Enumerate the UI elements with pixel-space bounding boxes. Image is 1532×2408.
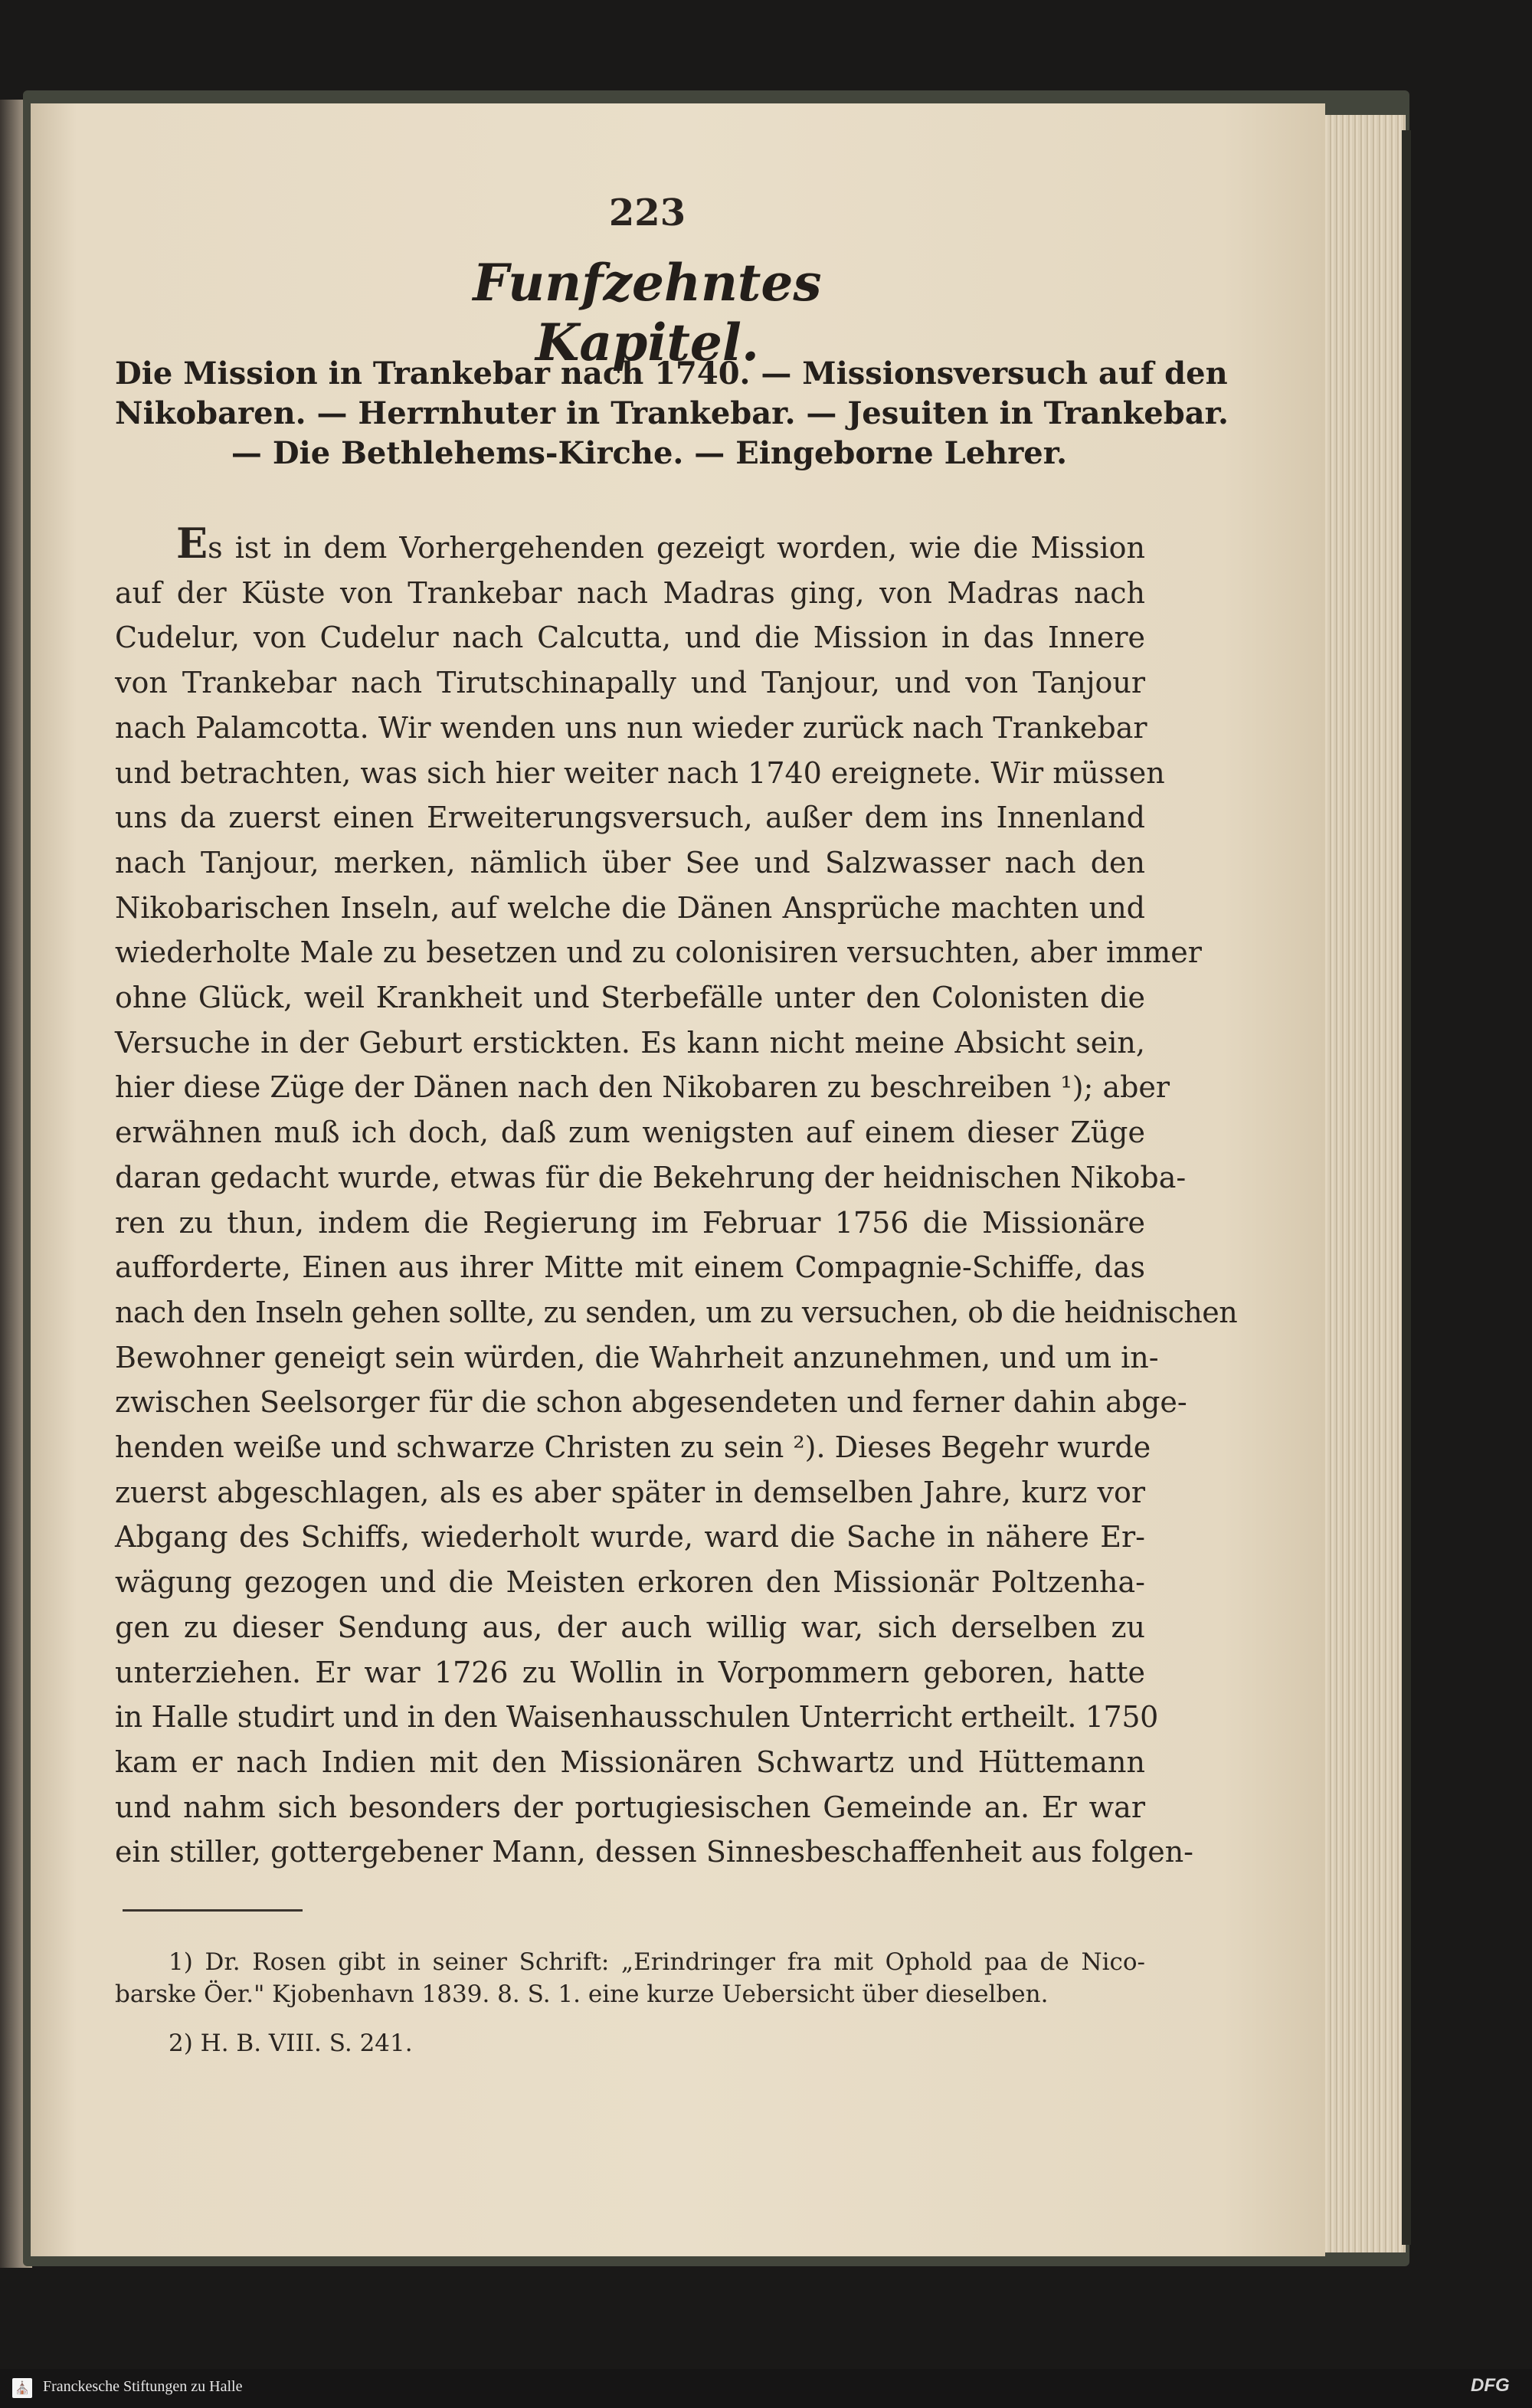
body-line: Nikobarischen Inseln, auf welche die Dänen Ansprüche machten und — [115, 890, 1145, 925]
body-line: von Trankebar nach Tirutschinapally und Tanjour, und von Tanjour — [115, 666, 1145, 700]
chapter-summary — [115, 354, 1229, 473]
initial-letter: E — [176, 519, 208, 568]
footnotes — [115, 1946, 1145, 2059]
page-block-edge — [1321, 115, 1406, 2252]
body-line — [115, 521, 1145, 571]
cover-edge — [1402, 130, 1411, 2245]
body-line: uns da zuerst einen Erweiterungsversuch, außer dem ins Innenland — [115, 801, 1145, 835]
body-line: gen zu dieser Sendung aus, der auch willig war, sich derselben zu — [115, 1610, 1145, 1644]
body-line: auf der Küste von Trankebar nach Madras ging, von Madras nach — [115, 575, 1145, 610]
body-line: Versuche in der Geburt erstickten. Es kann nicht meine Absicht sein, — [115, 1025, 1145, 1060]
footnote-line: 1) Dr. Rosen gibt in seiner Schrift: „Erindringer fra mit Ophold paa de Nico- — [169, 1948, 1145, 1976]
body-line: daran gedacht wurde, etwas für die Bekehrung der heidnischen Nikoba- — [115, 1160, 1187, 1194]
body-line: und nahm sich besonders der portugiesischen Gemeinde an. Er war — [115, 1790, 1145, 1824]
body-line: Bewohner geneigt sein würden, die Wahrheit anzunehmen, und um in- — [115, 1340, 1159, 1374]
body-line: nach Palamcotta. Wir wenden uns nun wieder zurück nach Trankebar — [115, 710, 1147, 745]
body-text — [115, 519, 1238, 1875]
body-line: Cudelur, von Cudelur nach Calcutta, und die Mission in das Innere — [115, 621, 1145, 655]
dfg-logo: DFG — [1471, 2375, 1510, 2396]
body-line: ein stiller, gottergebener Mann, dessen Sinnesbeschaffenheit aus folgen- — [115, 1835, 1194, 1869]
body-line: unterziehen. Er war 1726 zu Wollin in Vorpommern geboren, hatte — [115, 1655, 1145, 1689]
footnote-line: 2) H. B. VIII. S. 241. — [169, 2030, 413, 2057]
institution-name: Franckesche Stiftungen zu Halle — [43, 2378, 243, 2395]
body-line: in Halle studirt und in den Waisenhausschulen Unterricht ertheilt. 1750 — [115, 1700, 1158, 1735]
body-line: wiederholte Male zu besetzen und zu colonisiren versuchten, aber immer — [115, 935, 1202, 970]
footnote-line: barske Öer." Kjobenhavn 1839. 8. S. 1. eine kurze Uebersicht über dieselben. — [115, 1980, 1049, 2008]
summary-line: — Die Bethlehems-Kirche. — Eingeborne Lehrer. — [231, 435, 1068, 471]
body-line: hier diese Züge der Dänen nach den Nikobaren zu beschreiben ¹); aber — [115, 1070, 1170, 1105]
body-line: und betrachten, was sich hier weiter nach 1740 ereignete. Wir müssen — [115, 755, 1165, 790]
body-line: nach Tanjour, merken, nämlich über See und Salzwasser nach den — [115, 845, 1145, 880]
body-line: zwischen Seelsorger für die schon abgesendeten und ferner dahin abge- — [115, 1385, 1187, 1420]
body-line: kam er nach Indien mit den Missionären Schwartz und Hüttemann — [115, 1745, 1145, 1779]
summary-line: Nikobaren. — Herrnhuter in Trankebar. — Jesuiten in Trankebar. — [115, 395, 1229, 431]
body-line: zuerst abgeschlagen, als es aber später in demselben Jahre, kurz vor — [115, 1475, 1145, 1509]
body-line: ohne Glück, weil Krankheit und Sterbefälle unter den Colonisten die — [115, 981, 1145, 1015]
body-line: aufforderte, Einen aus ihrer Mitte mit einem Compagnie-Schiffe, das — [115, 1250, 1145, 1285]
body-line: erwähnen muß ich doch, daß zum wenigsten auf einem dieser Züge — [115, 1116, 1145, 1150]
chapter-title: Funfzehntes Kapitel. — [473, 253, 822, 372]
body-line: henden weiße und schwarze Christen zu sein ²). Dieses Begehr wurde — [115, 1430, 1151, 1465]
summary-line: Die Mission in Trankebar nach 1740. — Missionsversuch auf den — [115, 355, 1228, 392]
body-line-text: s ist in dem Vorhergehenden gezeigt worden, wie die Mission — [208, 531, 1145, 565]
page-number: 223 — [608, 192, 686, 234]
body-line: nach den Inseln gehen sollte, zu senden, um zu versuchen, ob die heidnischen — [115, 1295, 1238, 1329]
footnote-divider — [123, 1909, 303, 1912]
body-line: Abgang des Schiffs, wiederholt wurde, ward die Sache in nähere Er- — [115, 1520, 1145, 1555]
institution-logo-icon: ⛪ — [12, 2378, 32, 2398]
body-line: wägung gezogen und die Meisten erkoren den Missionär Poltzenha- — [115, 1565, 1145, 1600]
body-line: ren zu thun, indem die Regierung im Februar 1756 die Missionäre — [115, 1205, 1145, 1240]
